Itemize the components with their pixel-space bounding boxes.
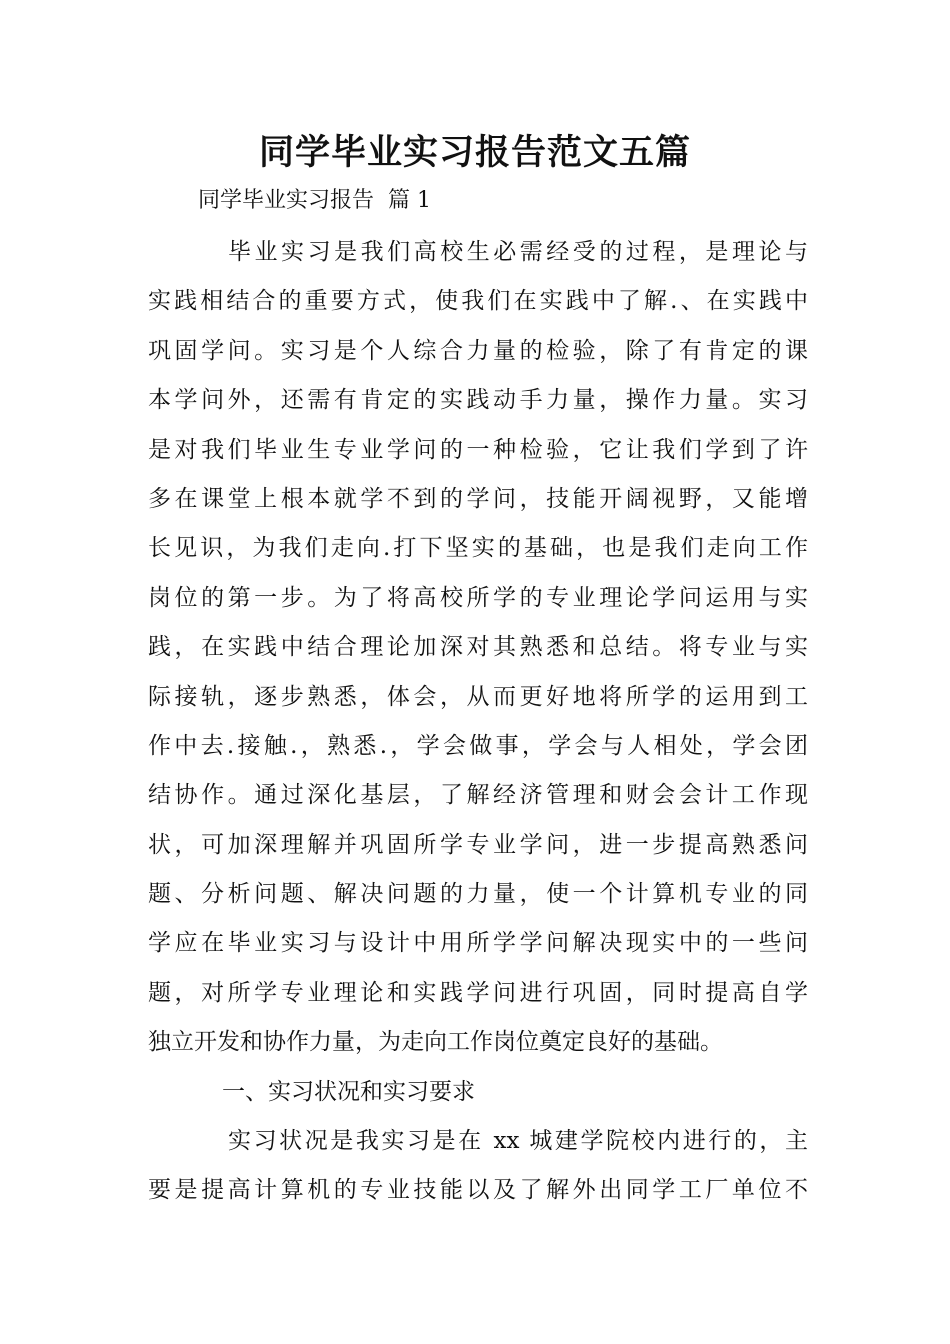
- text-line: 要是提高计算机的专业技能以及了解外出同学工厂单位不: [148, 1177, 808, 1204]
- text-line: 岗位的第一步。为了将高校所学的专业理论学问运用与实: [148, 584, 808, 611]
- text-line: 是对我们毕业生专业学问的一种检验，它让我们学到了许: [148, 436, 808, 463]
- text-line: 作中去.接触.，熟悉.，学会做事，学会与人相处，学会团: [148, 732, 808, 759]
- section-heading: 一、实习状况和实习要求: [222, 1078, 475, 1105]
- text-line: 学应在毕业实习与设计中用所学学问解决现实中的一些问: [148, 930, 808, 957]
- section-subtitle: 同学毕业实习报告 篇 1: [198, 188, 431, 213]
- text-line: 独立开发和协作力量，为走向工作岗位奠定良好的基础。: [148, 1029, 723, 1056]
- text-line: 毕业实习是我们高校生必需经受的过程，是理论与: [228, 239, 808, 265]
- text-line: 长见识，为我们走向.打下坚实的基础，也是我们走向工作: [148, 535, 808, 562]
- text-line: 结协作。通过深化基层，了解经济管理和财会会计工作现: [148, 782, 808, 809]
- text-line: 本学问外，还需有肯定的实践动手力量，操作力量。实习: [148, 387, 808, 414]
- text-line: 践，在实践中结合理论加深对其熟悉和总结。将专业与实: [148, 634, 808, 661]
- page-title: 同学毕业实习报告范文五篇: [258, 133, 691, 173]
- text-line: 多在课堂上根本就学不到的学问，技能开阔视野，又能增: [148, 485, 808, 512]
- text-line: 实习状况是我实习是在 xx 城建学院校内进行的，主: [228, 1128, 808, 1155]
- text-line: 题，对所学专业理论和实践学问进行巩固，同时提高自学: [148, 979, 808, 1006]
- text-line: 际接轨，逐步熟悉，体会，从而更好地将所学的运用到工: [148, 683, 808, 710]
- document-body: [148, 228, 808, 1216]
- text-line: 题、分析问题、解决问题的力量，使一个计算机专业的同: [148, 881, 808, 908]
- text-line: 实践相结合的重要方式，使我们在实践中了解.、在实践中: [148, 288, 808, 315]
- text-line: 巩固学问。实习是个人综合力量的检验，除了有肯定的课: [148, 337, 808, 364]
- text-line: 状，可加深理解并巩固所学专业学问，进一步提高熟悉问: [148, 831, 808, 858]
